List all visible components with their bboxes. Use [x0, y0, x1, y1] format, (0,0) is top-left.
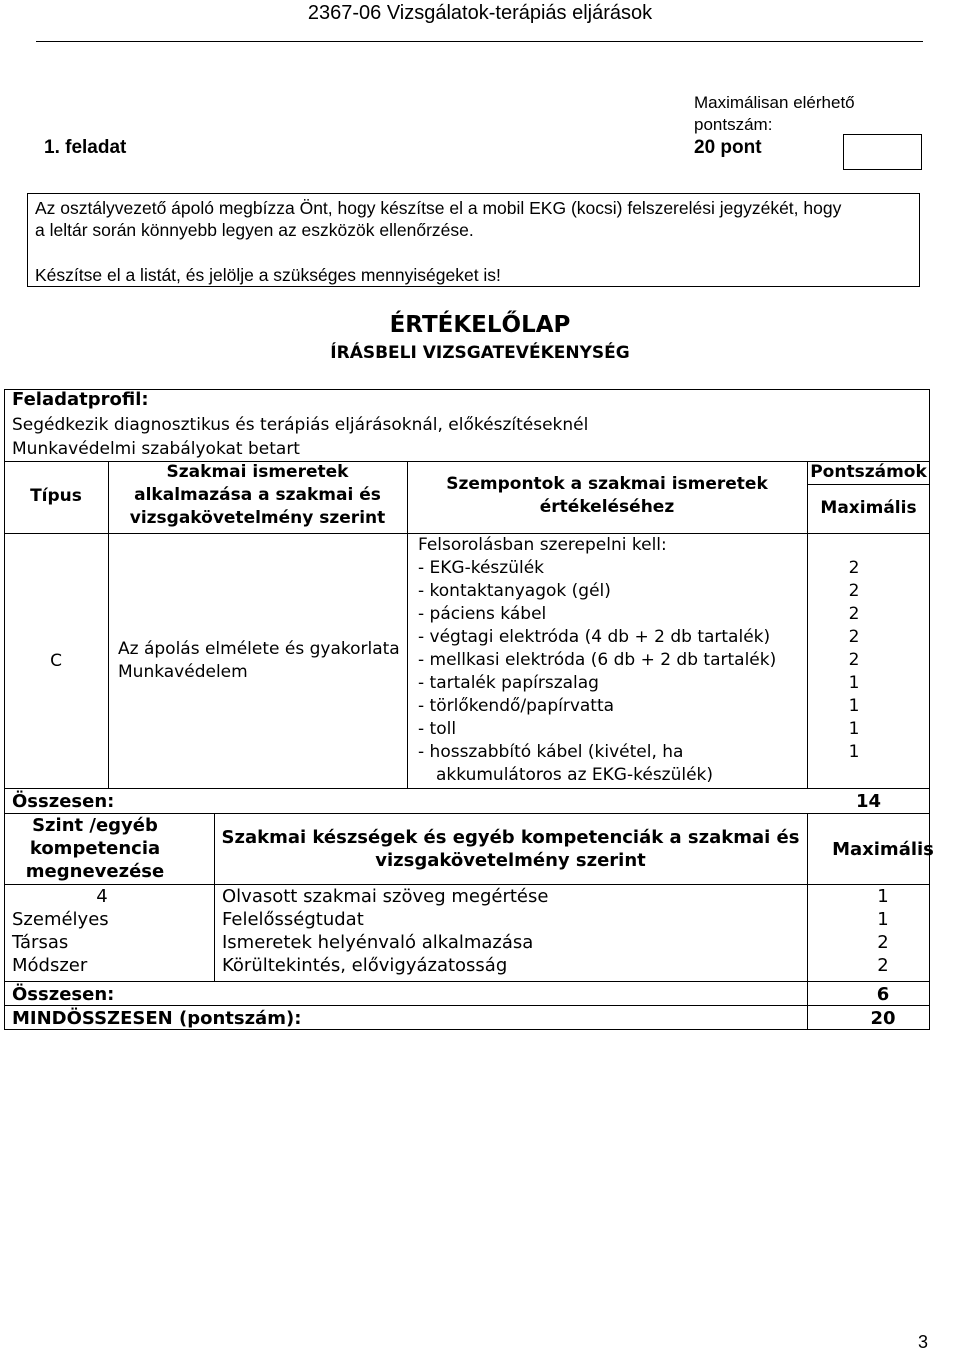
item-points: 2 [848, 650, 860, 670]
header-criteria [407, 473, 807, 519]
header-criteria-line-1: Szempontok a szakmai ismeretek [446, 474, 768, 494]
task-description-line-1: Az osztályvezető ápoló megbízza Önt, hogy készítse el a mobil EKG (kocsi) felszerelési jegyzékét, hogy [35, 198, 842, 218]
knowledge-value [118, 638, 400, 684]
header-level-line-1: Szint /egyéb [32, 815, 158, 836]
points-cell: 1 [877, 886, 889, 907]
profile-line-1: Segédkezik diagnosztikus és terápiás eljárásoknál, előkészítéseknél [12, 415, 589, 435]
item-points: 2 [848, 558, 860, 578]
subtotal-2-value: 6 [876, 984, 890, 1005]
list-item: - hosszabbító kábel (kivétel, ha [418, 742, 684, 762]
header-skills [214, 826, 807, 872]
item-points: 1 [848, 719, 860, 739]
header-points: Pontszámok [810, 462, 927, 482]
profile-label: Feladatprofil: [12, 389, 149, 410]
criteria-intro: Felsorolásban szerepelni kell: [418, 535, 667, 555]
competence-skills [222, 885, 548, 977]
item-points: 1 [848, 673, 860, 693]
level-cell: Módszer [12, 955, 88, 976]
level-cell: Társas [12, 932, 69, 953]
header-level [4, 814, 186, 883]
running-header: 2367-06 Vizsgálatok-terápiás eljárások [307, 2, 653, 24]
header-knowledge [108, 461, 407, 530]
item-points: 1 [848, 742, 860, 762]
list-item: - toll [418, 719, 457, 739]
subtotal-2-label: Összesen: [12, 984, 115, 1005]
type-value: C [50, 651, 62, 671]
task-description-line-2: a leltár során könnyebb legyen az eszközök ellenőrzése. [35, 220, 474, 240]
max-points-label-2: pontszám: [694, 115, 773, 134]
header-level-line-3: megnevezése [25, 861, 165, 882]
list-item: - tartalék papírszalag [418, 673, 599, 693]
header-level-line-2: kompetencia [29, 838, 161, 859]
list-item: - kontaktanyagok (gél) [418, 581, 611, 601]
header-knowledge-line-3: vizsgakövetelmény szerint [129, 508, 386, 528]
list-item: - mellkasi elektróda (6 db + 2 db tartalék) [418, 650, 777, 670]
knowledge-line-2: Munkavédelem [118, 662, 248, 682]
sheet-title: ÉRTÉKELŐLAP [389, 312, 571, 338]
list-item: - EKG-készülék [418, 558, 545, 578]
competence-levels [12, 885, 212, 977]
skill-cell: Ismeretek helyénvaló alkalmazása [222, 932, 534, 953]
skill-cell: Felelősségtudat [222, 909, 364, 930]
list-item: - páciens kábel [418, 604, 547, 624]
skill-cell: Körültekintés, elővigyázatosság [222, 955, 508, 976]
list-item: - törlőkendő/papírvatta [418, 696, 615, 716]
header-rule [36, 41, 923, 42]
points-cell: 1 [877, 909, 889, 930]
skill-cell: Olvasott szakmai szöveg megértése [222, 886, 549, 907]
header-knowledge-line-1: Szakmai ismeretek [166, 462, 349, 482]
header-max-2: Maximális [832, 839, 934, 860]
item-points: 2 [848, 581, 860, 601]
task-description-box [27, 193, 920, 287]
header-skills-line-1: Szakmai készségek és egyéb kompetenciák a szakmai és [221, 827, 800, 848]
subtotal-1-value: 14 [855, 791, 882, 812]
knowledge-line-1: Az ápolás elmélete és gyakorlata [118, 639, 400, 659]
profile-line-2: Munkavédelmi szabályokat betart [12, 439, 300, 459]
header-type: Típus [30, 486, 82, 506]
subtotal-1-label: Összesen: [12, 791, 115, 812]
grand-total-label: MINDÖSSZESEN (pontszám): [12, 1008, 302, 1029]
competence-points [807, 885, 959, 977]
sheet-subtitle: ÍRÁSBELI VIZSGATEVÉKENYSÉG [330, 343, 630, 363]
score-box[interactable] [843, 134, 922, 170]
task-number: 1. feladat [44, 137, 127, 158]
item-points: 2 [848, 604, 860, 624]
points-cell: 2 [877, 955, 889, 976]
header-max: Maximális [820, 498, 917, 518]
level-cell: Személyes [12, 909, 109, 930]
level-cell: 4 [96, 886, 108, 907]
item-points: 1 [848, 696, 860, 716]
item-points: 2 [848, 627, 860, 647]
task-description-line-3: Készítse el a listát, és jelölje a szükséges mennyiségeket is! [35, 265, 501, 285]
max-points-label-1: Maximálisan elérhető [694, 93, 855, 112]
header-knowledge-line-2: alkalmazása a szakmai és [134, 485, 381, 505]
page-number: 3 [918, 1332, 929, 1352]
grand-total-value: 20 [870, 1008, 896, 1029]
list-item: - végtagi elektróda (4 db + 2 db tartalék) [418, 627, 771, 647]
criteria-list [418, 534, 776, 787]
points-column [807, 557, 901, 764]
points-cell: 2 [877, 932, 889, 953]
header-skills-line-2: vizsgakövetelmény szerint [375, 850, 646, 871]
list-item-continuation: akkumulátoros az EKG-készülék) [436, 765, 714, 785]
max-points-value: 20 pont [694, 137, 762, 158]
header-criteria-line-2: értékeléséhez [539, 497, 675, 517]
